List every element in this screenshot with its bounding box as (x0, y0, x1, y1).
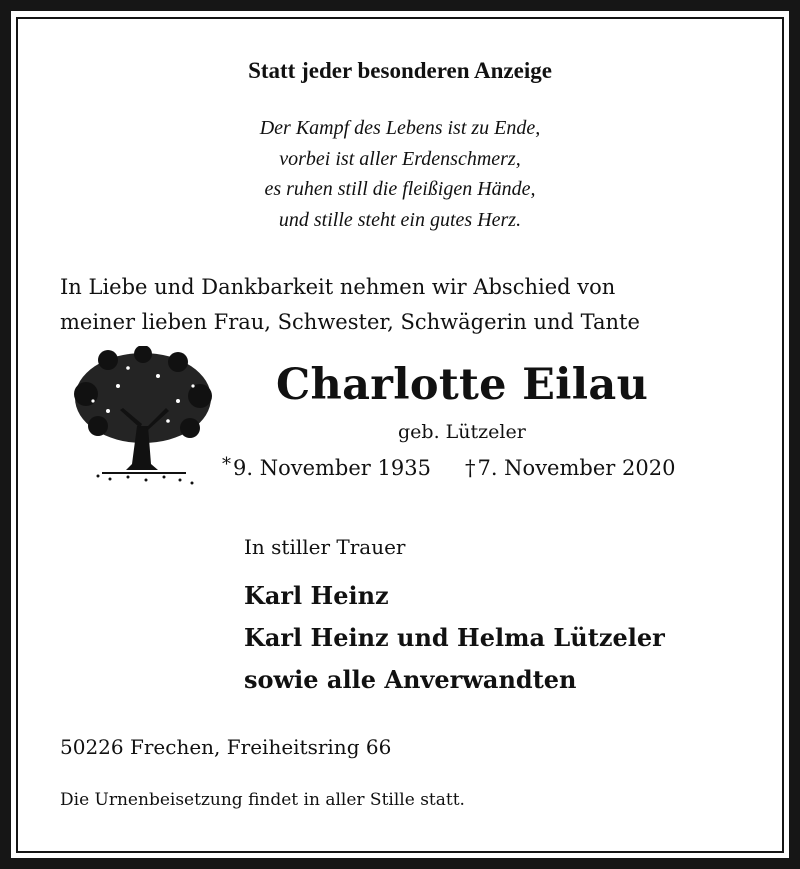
death-date: 7. November 2020 (477, 456, 676, 480)
poem-line: es ruhen still die fleißigen Hände, (264, 178, 536, 200)
burial-note: Die Urnenbeisetzung findet in aller Stille statt. (60, 790, 465, 810)
intro-line: meiner lieben Frau, Schwester, Schwägerin und Tante (60, 310, 640, 334)
intro-line: In Liebe und Dankbarkeit nehmen wir Abschied von (60, 275, 616, 299)
maiden-name: geb. Lützeler (398, 421, 526, 443)
intro-text (60, 270, 640, 340)
mourner-line: Karl Heinz (244, 581, 389, 610)
mourning-label: In stiller Trauer (244, 535, 406, 559)
birth-symbol: * (222, 454, 231, 475)
deceased-name: Charlotte Eilau (276, 360, 649, 410)
address: 50226 Frechen, Freiheitsring 66 (60, 735, 392, 759)
poem-line: Der Kampf des Lebens ist zu Ende, (259, 117, 541, 139)
mourner-line: sowie alle Anverwandten (244, 665, 577, 694)
mourner-line: Karl Heinz und Helma Lützeler (244, 623, 665, 652)
birth-date: 9. November 1935 (233, 456, 431, 480)
tree-icon (68, 346, 218, 486)
death-symbol: † (464, 456, 476, 480)
mourners-list (244, 575, 665, 701)
headline: Statt jeder besonderen Anzeige (248, 58, 552, 83)
life-dates (222, 454, 675, 480)
poem-line: und stille steht ein gutes Herz. (278, 208, 522, 231)
poem (0, 113, 800, 235)
poem-line: vorbei ist aller Erdenschmerz, (279, 147, 521, 170)
